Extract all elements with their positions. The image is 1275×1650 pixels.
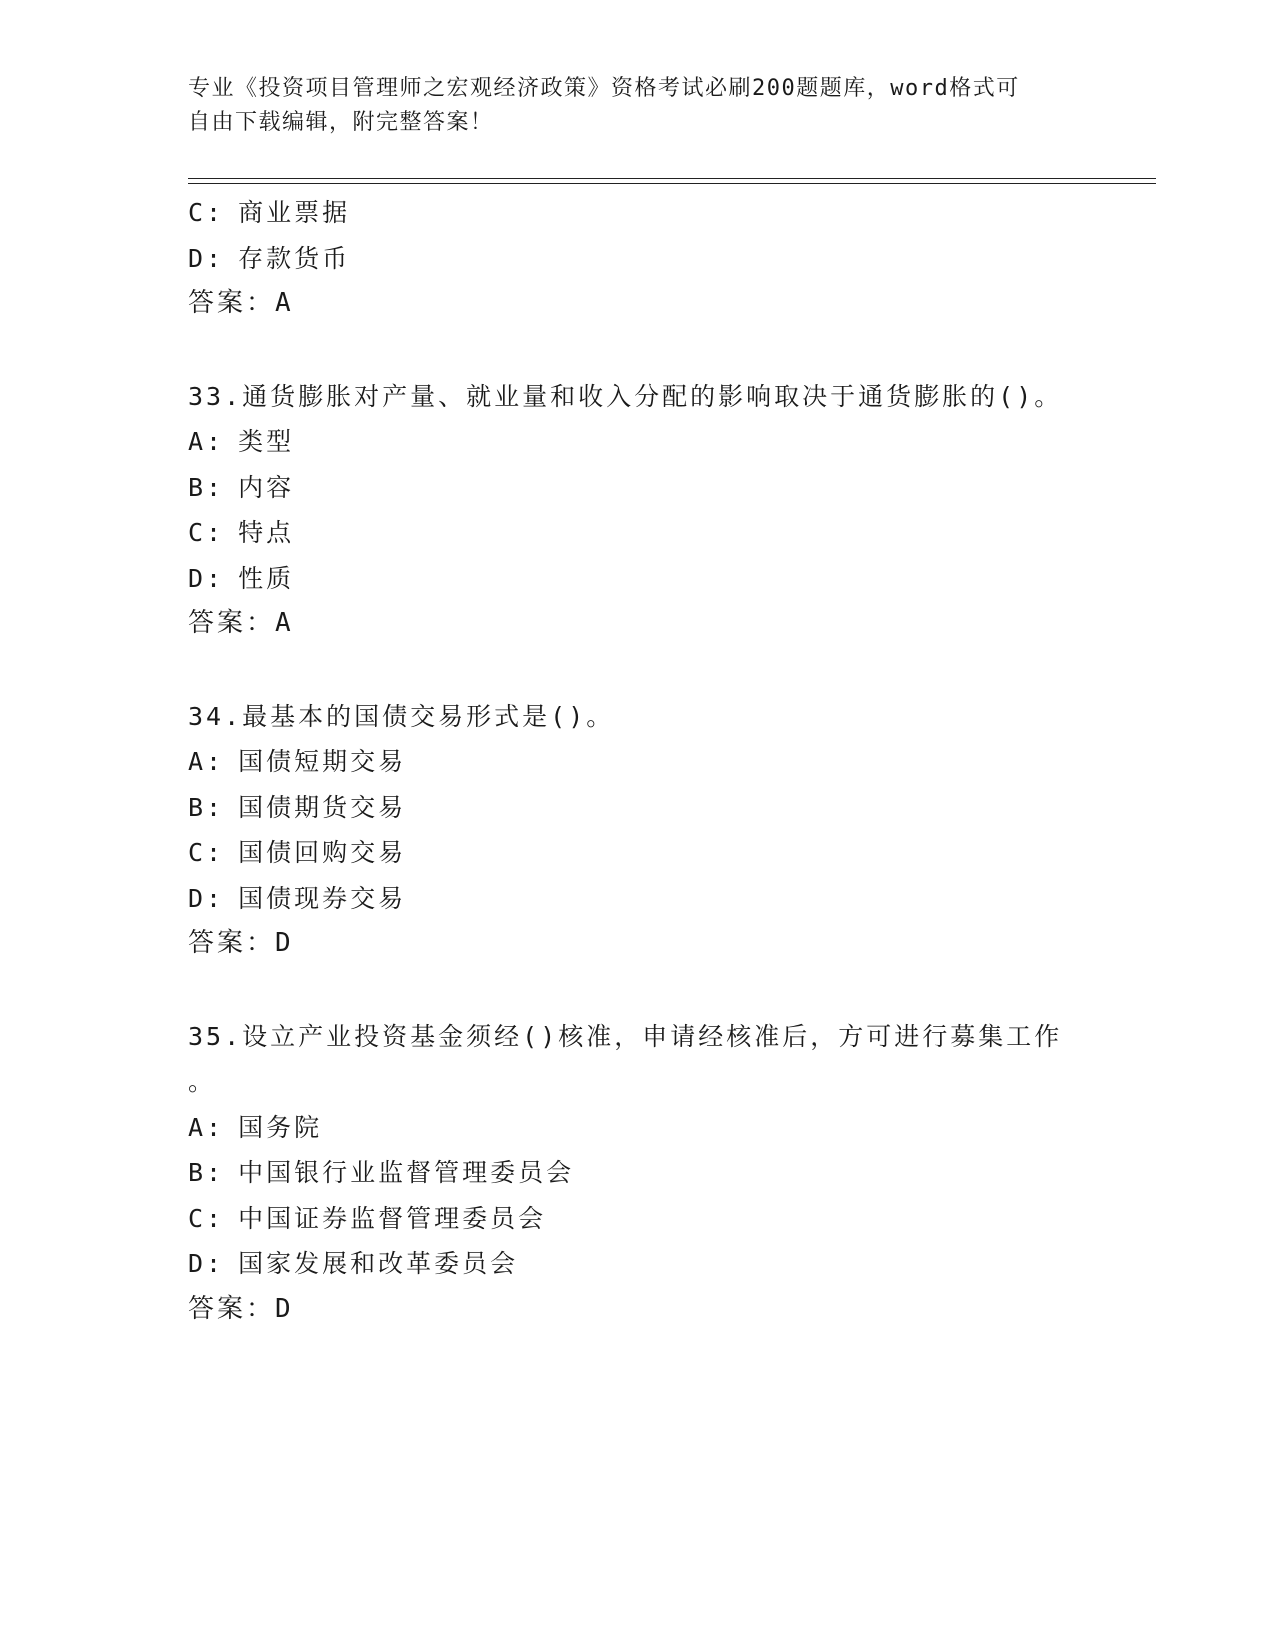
option-text: 国债现券交易 xyxy=(238,883,407,913)
option-c xyxy=(188,190,1088,236)
header-line-1: 专业《投资项目管理师之宏观经济政策》资格考试必刷200题题库，word格式可 xyxy=(188,76,1020,101)
question-stem-continued: 。 xyxy=(188,1067,217,1096)
spacer xyxy=(188,647,1088,694)
option-text: 国债期货交易 xyxy=(238,792,407,822)
question-32-continued xyxy=(188,190,1088,327)
header-divider-bottom xyxy=(188,183,1156,184)
option-text: 商业票据 xyxy=(238,198,351,227)
option-a xyxy=(188,419,1088,465)
option-letter: A: xyxy=(188,1112,225,1142)
answer: 答案：D xyxy=(188,1293,294,1324)
spacer xyxy=(188,327,1088,374)
option-letter: D: xyxy=(188,1249,225,1278)
option-text: 国债回购交易 xyxy=(238,838,407,867)
option-letter: C: xyxy=(188,1203,225,1233)
option-text: 中国银行业监督管理委员会 xyxy=(238,1158,575,1187)
question-stem: 35.设立产业投资基金须经()核准，申请经核准后，方可进行募集工作 xyxy=(188,1021,1063,1051)
option-letter: C: xyxy=(188,518,225,547)
option-letter: A: xyxy=(188,427,225,456)
option-letter: B: xyxy=(188,1158,225,1187)
option-a xyxy=(188,739,1088,785)
question-stem: 33.通货膨胀对产量、就业量和收入分配的影响取决于通货膨胀的()。 xyxy=(188,381,1063,411)
answer: 答案：D xyxy=(188,928,294,958)
document-header xyxy=(188,72,1088,140)
option-letter: B: xyxy=(188,792,225,822)
header-line-2: 自由下载编辑，附完整答案！ xyxy=(188,110,494,135)
option-text: 内容 xyxy=(238,472,295,502)
option-text: 特点 xyxy=(238,518,295,547)
question-35 xyxy=(188,1014,1088,1333)
option-text: 国债短期交易 xyxy=(238,747,407,776)
option-d xyxy=(188,556,1088,602)
question-list xyxy=(188,190,1088,1332)
option-a xyxy=(188,1105,1088,1151)
question-34 xyxy=(188,694,1088,967)
answer: 答案：A xyxy=(188,288,294,318)
option-letter: D: xyxy=(188,563,225,593)
option-letter: C: xyxy=(188,198,225,227)
header-divider-top xyxy=(188,178,1156,179)
option-text: 国家发展和改革委员会 xyxy=(238,1249,519,1278)
answer: 答案：A xyxy=(188,608,294,638)
option-letter: D: xyxy=(188,243,225,273)
option-b xyxy=(188,1150,1088,1196)
option-b xyxy=(188,465,1088,511)
option-text: 性质 xyxy=(238,563,295,593)
option-letter: C: xyxy=(188,838,225,867)
option-text: 中国证券监督管理委员会 xyxy=(238,1203,547,1233)
option-text: 存款货币 xyxy=(238,243,351,273)
option-text: 类型 xyxy=(238,427,295,456)
option-letter: D: xyxy=(188,883,225,913)
option-c xyxy=(188,510,1088,556)
option-c xyxy=(188,830,1088,876)
option-c xyxy=(188,1196,1088,1242)
option-d xyxy=(188,236,1088,282)
option-d xyxy=(188,1241,1088,1287)
option-letter: A: xyxy=(188,747,225,776)
question-33 xyxy=(188,374,1088,647)
spacer xyxy=(188,967,1088,1014)
option-text: 国务院 xyxy=(238,1112,323,1142)
option-d xyxy=(188,876,1088,922)
option-b xyxy=(188,785,1088,831)
option-letter: B: xyxy=(188,472,225,502)
question-stem: 34.最基本的国债交易形式是()。 xyxy=(188,701,615,731)
